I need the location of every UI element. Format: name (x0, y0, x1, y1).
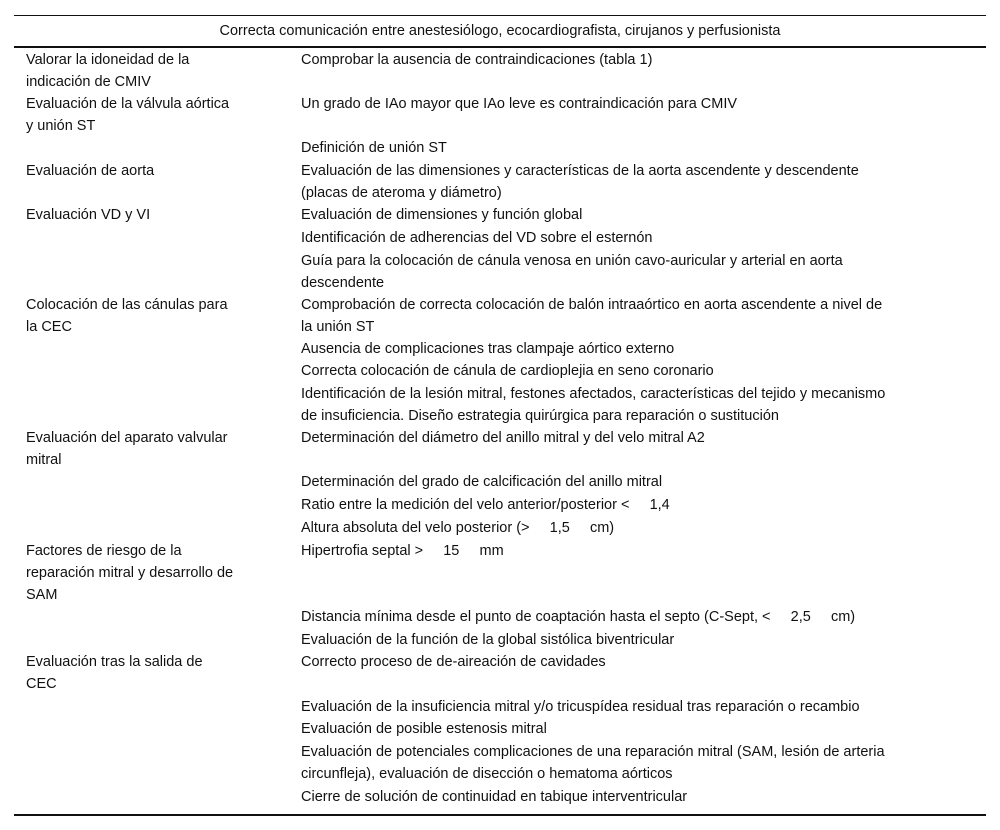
row-label-line: reparación mitral y desarrollo de (26, 565, 234, 581)
table-header: Correcta comunicación entre anestesiólogo, ecocardiografista, cirujanos y perfusionista (219, 23, 781, 39)
row-item-line: Identificación de adherencias del VD sobre el esternón (301, 230, 653, 246)
row-item-line: Comprobar la ausencia de contraindicaciones (tabla 1) (301, 52, 653, 68)
row-label-line: y unión ST (26, 118, 96, 134)
row-item-line: Altura absoluta del velo posterior (> 1,5 cm) (301, 520, 615, 536)
row-item-line: Guía para la colocación de cánula venosa en unión cavo-auricular y arterial en aorta (301, 253, 843, 269)
row-item-line: Identificación de la lesión mitral, festones afectados, características del tejido y mecanismo (301, 386, 886, 402)
row-label-line: CEC (26, 676, 57, 692)
row-item-line: circunfleja), evaluación de disección o hematoma aórticos (301, 766, 673, 782)
row-item-line: Hipertrofia septal > 15 mm (301, 543, 504, 559)
row-label-line: Evaluación de la válvula aórtica (26, 96, 230, 112)
row-item-line: descendente (301, 275, 385, 291)
row-label-line: Factores de riesgo de la (26, 543, 182, 559)
row-item-line: Evaluación de la insuficiencia mitral y/o tricuspídea residual tras reparación o recambio (301, 699, 860, 715)
bottom-rule (14, 814, 986, 816)
row-item-line: (placas de ateroma y diámetro) (301, 185, 502, 201)
row-item-line: Ratio entre la medición del velo anterior/posterior < 1,4 (301, 497, 670, 513)
row-item-line: Un grado de IAo mayor que IAo leve es contraindicación para CMIV (301, 96, 738, 112)
header-rule (14, 46, 986, 48)
row-label-line: Valorar la idoneidad de la (26, 52, 190, 68)
row-item-line: Determinación del diámetro del anillo mitral y del velo mitral A2 (301, 430, 705, 446)
row-item-line: Ausencia de complicaciones tras clampaje aórtico externo (301, 341, 675, 357)
row-label-line: Colocación de las cánulas para (26, 297, 228, 313)
row-label-line: SAM (26, 587, 58, 603)
row-item-line: Evaluación de las dimensiones y características de la aorta ascendente y descendente (301, 163, 859, 179)
row-item-line: Comprobación de correcta colocación de balón intraaórtico en aorta ascendente a nivel de (301, 297, 883, 313)
row-label-line: indicación de CMIV (26, 74, 151, 90)
row-item-line: Evaluación de potenciales complicaciones de una reparación mitral (SAM, lesión de arteria (301, 744, 885, 760)
top-rule (14, 15, 986, 16)
row-item-line: Evaluación de dimensiones y función global (301, 207, 583, 223)
row-label-line: Evaluación VD y VI (26, 207, 151, 223)
row-item-line: de insuficiencia. Diseño estrategia quirúrgica para reparación o sustitución (301, 408, 779, 424)
row-label-line: la CEC (26, 319, 72, 335)
row-label-line: Evaluación de aorta (26, 163, 155, 179)
row-item-line: Correcta colocación de cánula de cardioplejia en seno coronario (301, 363, 714, 379)
row-label-line: Evaluación tras la salida de (26, 654, 203, 670)
row-item-line: Correcto proceso de de-aireación de cavidades (301, 654, 606, 670)
row-item-line: Determinación del grado de calcificación del anillo mitral (301, 474, 663, 490)
row-item-line: Evaluación de posible estenosis mitral (301, 721, 547, 737)
row-label-line: Evaluación del aparato valvular (26, 430, 228, 446)
row-item-line: Distancia mínima desde el punto de coaptación hasta el septo (C-Sept, < 2,5 cm) (301, 609, 856, 625)
row-item-line: Definición de unión ST (301, 140, 447, 156)
row-item-line: la unión ST (301, 319, 375, 335)
row-item-line: Evaluación de la función de la global sistólica biventricular (301, 632, 675, 648)
row-item-line: Cierre de solución de continuidad en tabique interventricular (301, 789, 688, 805)
row-label-line: mitral (26, 452, 62, 468)
